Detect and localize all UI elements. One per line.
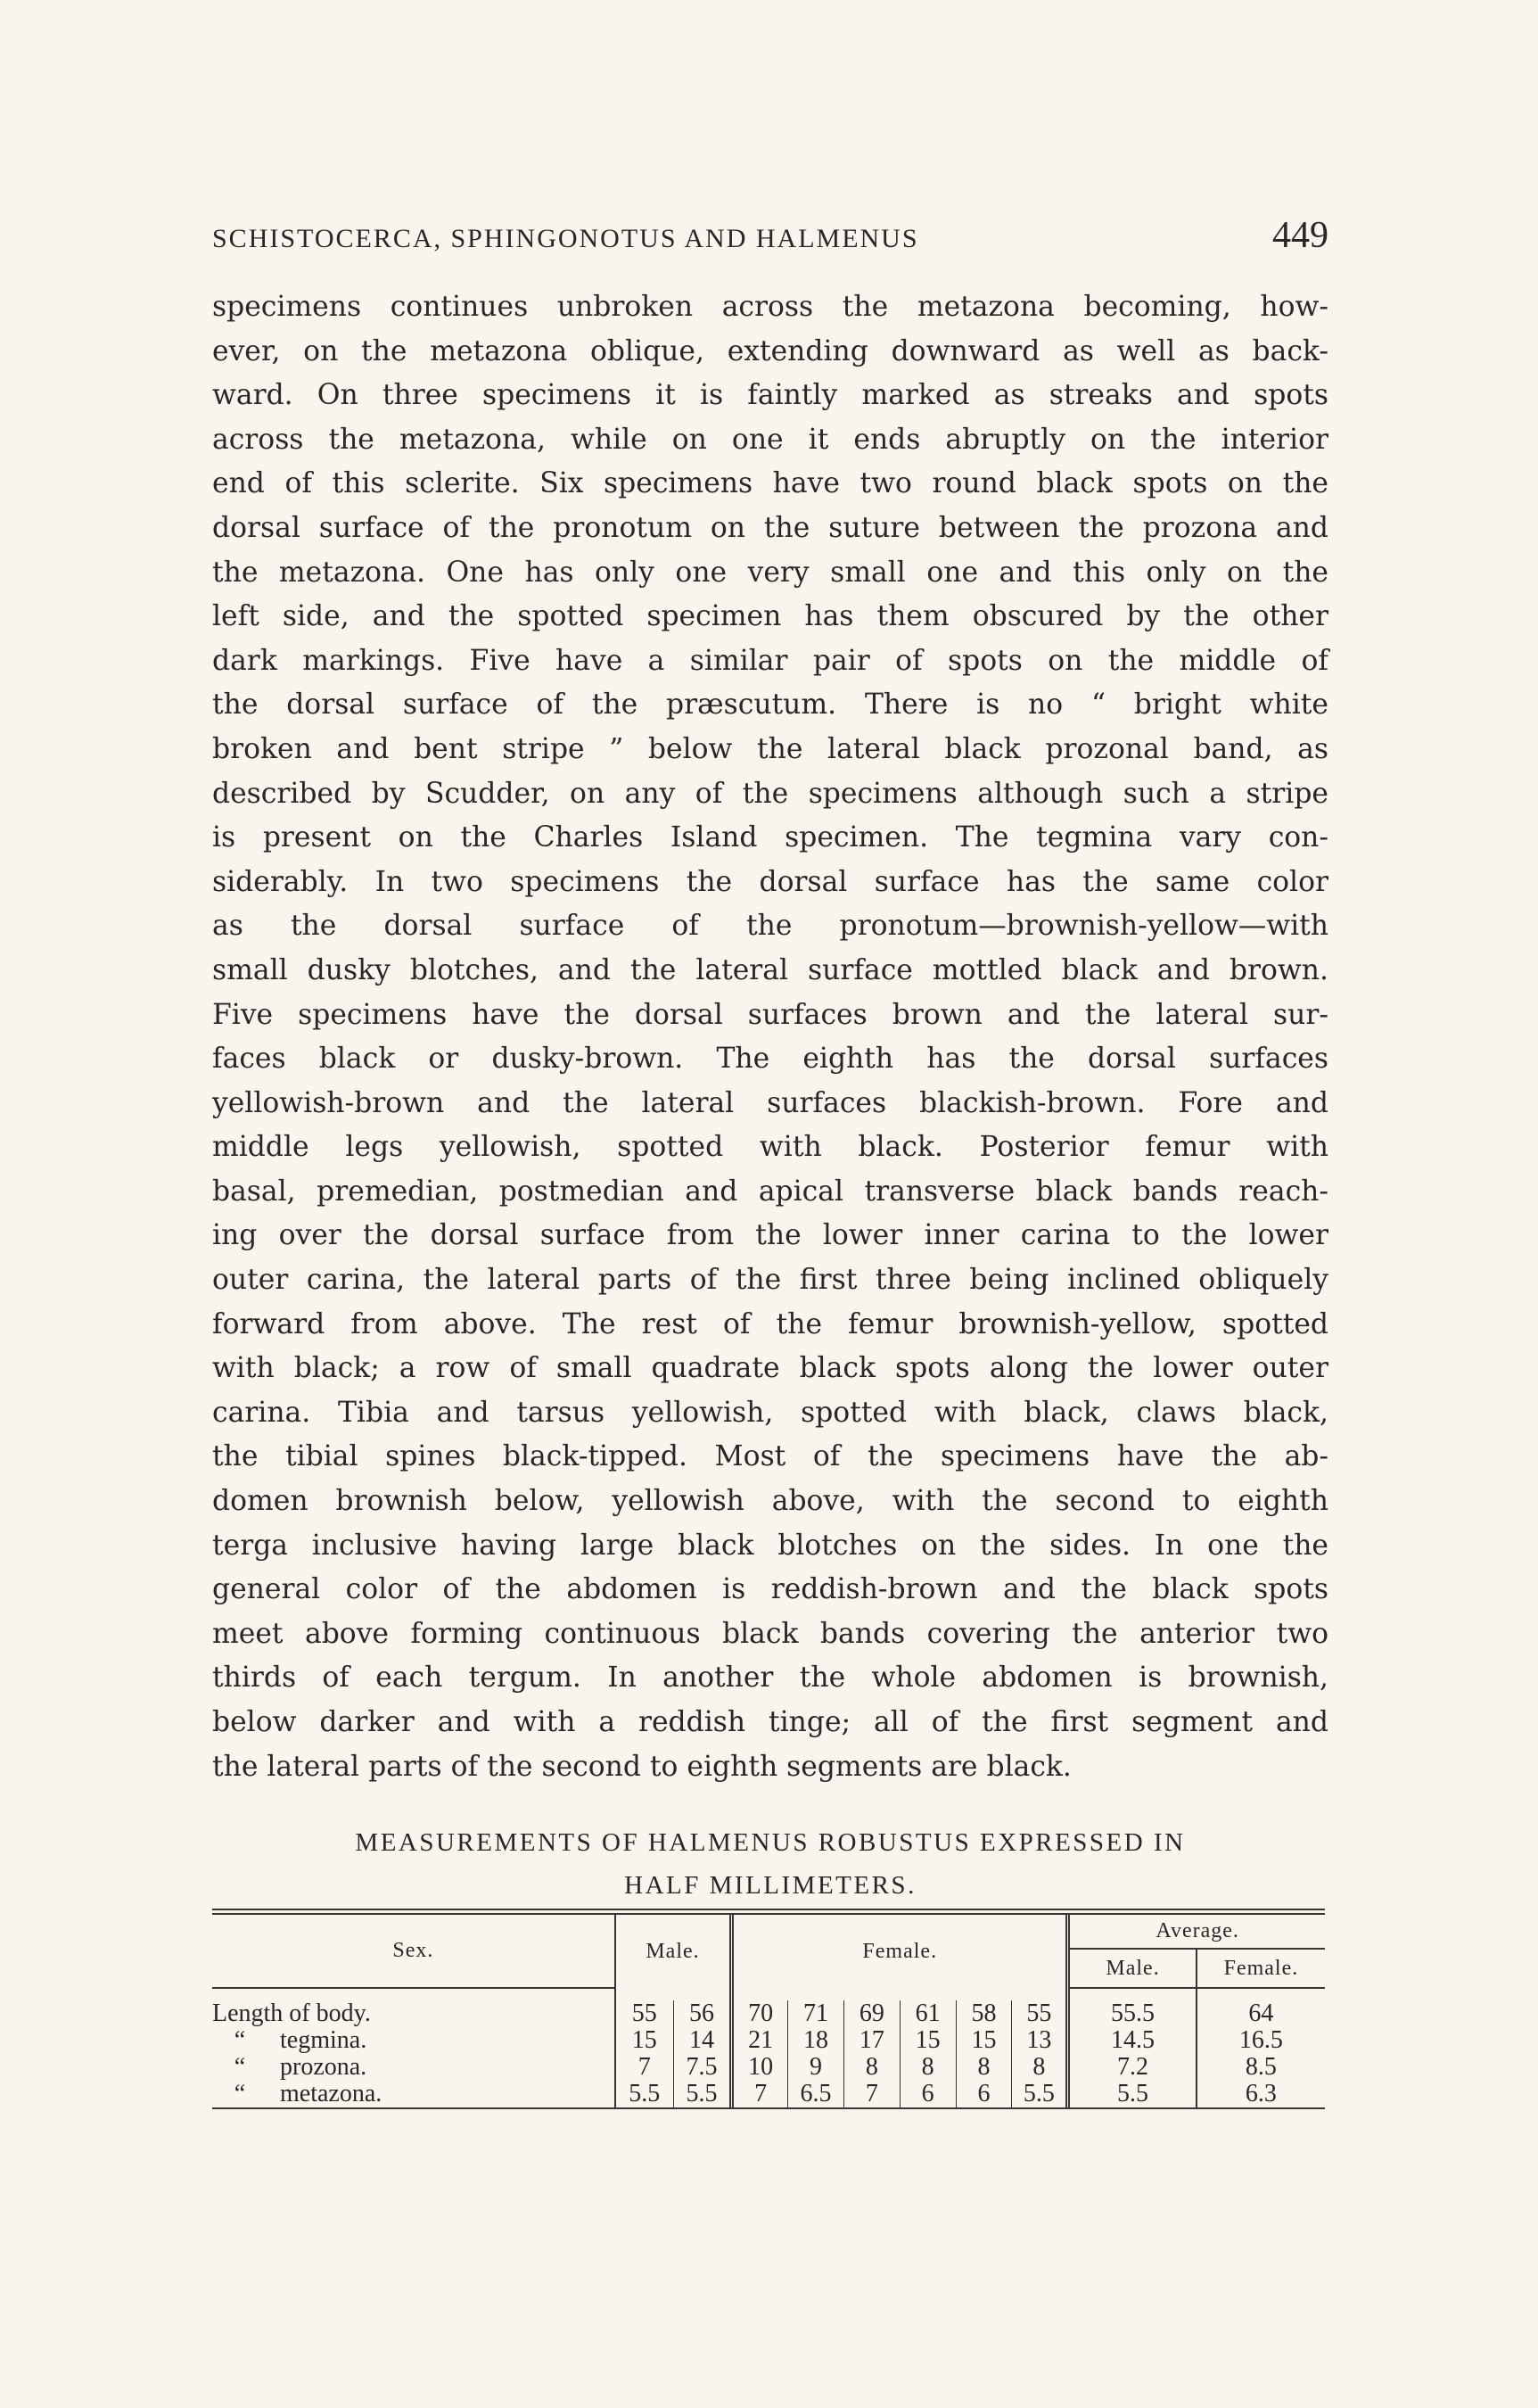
cell-female: 55 bbox=[1012, 2000, 1068, 2027]
row-label bbox=[212, 2027, 615, 2054]
cell-male: 5.5 bbox=[615, 2081, 673, 2107]
col-header-female: Female. bbox=[732, 1915, 1068, 1988]
table-bottom-rule bbox=[212, 2107, 1325, 2109]
body-line: ward. On three specimens it is faintly marked as streaks and spots bbox=[212, 379, 1328, 412]
cell-female: 18 bbox=[788, 2027, 844, 2054]
cell-female: 6 bbox=[956, 2081, 1012, 2107]
row-label-text: metazona. bbox=[280, 2080, 382, 2107]
col-header-average-male: Male. bbox=[1068, 1949, 1197, 1988]
cell-male: 5.5 bbox=[673, 2081, 731, 2107]
row-label bbox=[212, 2054, 615, 2081]
body-line: across the metazona, while on one it ends abruptly on the interior bbox=[212, 423, 1328, 456]
table-top-rule bbox=[212, 1909, 1325, 1915]
cell-female: 7 bbox=[843, 2081, 900, 2107]
table-row bbox=[212, 2027, 1325, 2054]
cell-average-female: 16.5 bbox=[1197, 2027, 1325, 2054]
body-line: yellowish-brown and the lateral surfaces blackish-brown. Fore and bbox=[212, 1086, 1328, 1119]
body-line: dark markings. Five have a similar pair of spots on the middle of bbox=[212, 644, 1328, 677]
body-line: the lateral parts of the second to eighth segments are black. bbox=[212, 1750, 1072, 1783]
cell-female: 61 bbox=[900, 2000, 956, 2027]
body-line: below darker and with a reddish tinge; all of the first segment and bbox=[212, 1706, 1328, 1738]
cell-female: 21 bbox=[732, 2027, 788, 2054]
cell-female: 8 bbox=[1012, 2054, 1068, 2081]
row-label-text: tegmina. bbox=[280, 2026, 367, 2054]
body-line: the tibial spines black-tipped. Most of the specimens have the ab- bbox=[212, 1440, 1328, 1473]
cell-average-female: 6.3 bbox=[1197, 2081, 1325, 2107]
table-title-line-1: MEASUREMENTS OF HALMENUS ROBUSTUS EXPRESSED IN bbox=[355, 1828, 1186, 1857]
table-row bbox=[212, 2054, 1325, 2081]
body-line: meet above forming continuous black bands covering the anterior two bbox=[212, 1617, 1328, 1650]
measurements-table bbox=[212, 1909, 1325, 2109]
body-line: as the dorsal surface of the pronotum—brownish-yellow—with bbox=[212, 910, 1328, 943]
cell-female: 8 bbox=[843, 2054, 900, 2081]
body-line: forward from above. The rest of the femur brownish-yellow, spotted bbox=[212, 1307, 1328, 1340]
cell-male: 15 bbox=[615, 2027, 673, 2054]
cell-female: 8 bbox=[956, 2054, 1012, 2081]
body-line: the metazona. One has only one very small one and this only on the bbox=[212, 556, 1328, 589]
body-line: left side, and the spotted specimen has them obscured by the other bbox=[212, 600, 1328, 633]
col-header-average-female: Female. bbox=[1197, 1949, 1325, 1988]
body-line: Five specimens have the dorsal surfaces brown and the lateral sur- bbox=[212, 998, 1328, 1031]
cell-female: 58 bbox=[956, 2000, 1012, 2027]
ditto-mark: “ bbox=[234, 2053, 246, 2081]
col-header-male: Male. bbox=[615, 1915, 732, 1988]
cell-male: 55 bbox=[615, 2000, 673, 2027]
cell-female: 15 bbox=[956, 2027, 1012, 2054]
cell-female: 15 bbox=[900, 2027, 956, 2054]
cell-average-male: 5.5 bbox=[1068, 2081, 1197, 2107]
cell-average-female: 8.5 bbox=[1197, 2054, 1325, 2081]
body-line: carina. Tibia and tarsus yellowish, spotted with black, claws black, bbox=[212, 1396, 1328, 1429]
cell-female: 13 bbox=[1012, 2027, 1068, 2054]
cell-average-male: 7.2 bbox=[1068, 2054, 1197, 2081]
row-label bbox=[212, 2000, 615, 2027]
col-header-sex: Sex. bbox=[212, 1915, 615, 1988]
cell-female: 7 bbox=[732, 2081, 788, 2107]
ditto-mark: “ bbox=[234, 2080, 246, 2107]
cell-female: 71 bbox=[788, 2000, 844, 2027]
cell-female: 5.5 bbox=[1012, 2081, 1068, 2107]
cell-average-female: 64 bbox=[1197, 2000, 1325, 2027]
body-line: the dorsal surface of the præscutum. There is no “ bright white bbox=[212, 689, 1328, 722]
col-header-average: Average. bbox=[1068, 1915, 1325, 1949]
row-label-text: Length of body. bbox=[212, 2000, 371, 2027]
ditto-mark: “ bbox=[234, 2026, 246, 2054]
page-number: 449 bbox=[1272, 215, 1328, 256]
running-head: SCHISTOCERCA, SPHINGONOTUS AND HALMENUS bbox=[212, 224, 919, 253]
page-header bbox=[212, 214, 1328, 257]
body-line: ever, on the metazona oblique, extending downward as well as back- bbox=[212, 334, 1328, 367]
cell-female: 6 bbox=[900, 2081, 956, 2107]
cell-male: 7.5 bbox=[673, 2054, 731, 2081]
cell-female: 9 bbox=[788, 2054, 844, 2081]
cell-average-male: 55.5 bbox=[1068, 2000, 1197, 2027]
body-line: ing over the dorsal surface from the lower inner carina to the lower bbox=[212, 1219, 1328, 1252]
cell-female: 8 bbox=[900, 2054, 956, 2081]
table-row bbox=[212, 2081, 1325, 2107]
body-line: thirds of each tergum. In another the whole abdomen is brownish, bbox=[212, 1662, 1328, 1695]
body-line: is present on the Charles Island specimen. The tegmina vary con- bbox=[212, 821, 1328, 854]
cell-male: 7 bbox=[615, 2054, 673, 2081]
body-line: specimens continues unbroken across the metazona becoming, how- bbox=[212, 291, 1328, 323]
cell-male: 56 bbox=[673, 2000, 731, 2027]
cell-female: 6.5 bbox=[788, 2081, 844, 2107]
cell-male: 14 bbox=[673, 2027, 731, 2054]
body-line: broken and bent stripe ” below the lateral black prozonal band, as bbox=[212, 732, 1328, 765]
body-line: siderably. In two specimens the dorsal surface has the same color bbox=[212, 865, 1328, 898]
body-line: domen brownish below, yellowish above, with the second to eighth bbox=[212, 1485, 1328, 1518]
table-title-line-2: HALF MILLIMETERS. bbox=[624, 1871, 917, 1900]
body-line: general color of the abdomen is reddish-brown and the black spots bbox=[212, 1573, 1328, 1606]
cell-female: 17 bbox=[843, 2027, 900, 2054]
body-text bbox=[212, 285, 1328, 1789]
row-label bbox=[212, 2081, 615, 2107]
body-line: faces black or dusky-brown. The eighth has the dorsal surfaces bbox=[212, 1043, 1328, 1076]
table-title bbox=[212, 1821, 1328, 1907]
body-line: terga inclusive having large black blotches on the sides. In one the bbox=[212, 1529, 1328, 1562]
table-row bbox=[212, 2000, 1325, 2027]
row-label-text: prozona. bbox=[280, 2053, 367, 2081]
body-line: with black; a row of small quadrate black spots along the lower outer bbox=[212, 1352, 1328, 1385]
body-line: end of this sclerite. Six specimens have two round black spots on the bbox=[212, 467, 1328, 500]
cell-female: 10 bbox=[732, 2054, 788, 2081]
body-line: small dusky blotches, and the lateral surface mottled black and brown. bbox=[212, 953, 1328, 986]
body-line: basal, premedian, postmedian and apical transverse black bands reach- bbox=[212, 1175, 1328, 1208]
body-line: described by Scudder, on any of the specimens although such a stripe bbox=[212, 777, 1328, 810]
cell-female: 70 bbox=[732, 2000, 788, 2027]
body-line: outer carina, the lateral parts of the first three being inclined obliquely bbox=[212, 1264, 1328, 1297]
cell-average-male: 14.5 bbox=[1068, 2027, 1197, 2054]
body-line: middle legs yellowish, spotted with black. Posterior femur with bbox=[212, 1131, 1328, 1164]
cell-female: 69 bbox=[843, 2000, 900, 2027]
body-line: dorsal surface of the pronotum on the suture between the prozona and bbox=[212, 511, 1328, 544]
